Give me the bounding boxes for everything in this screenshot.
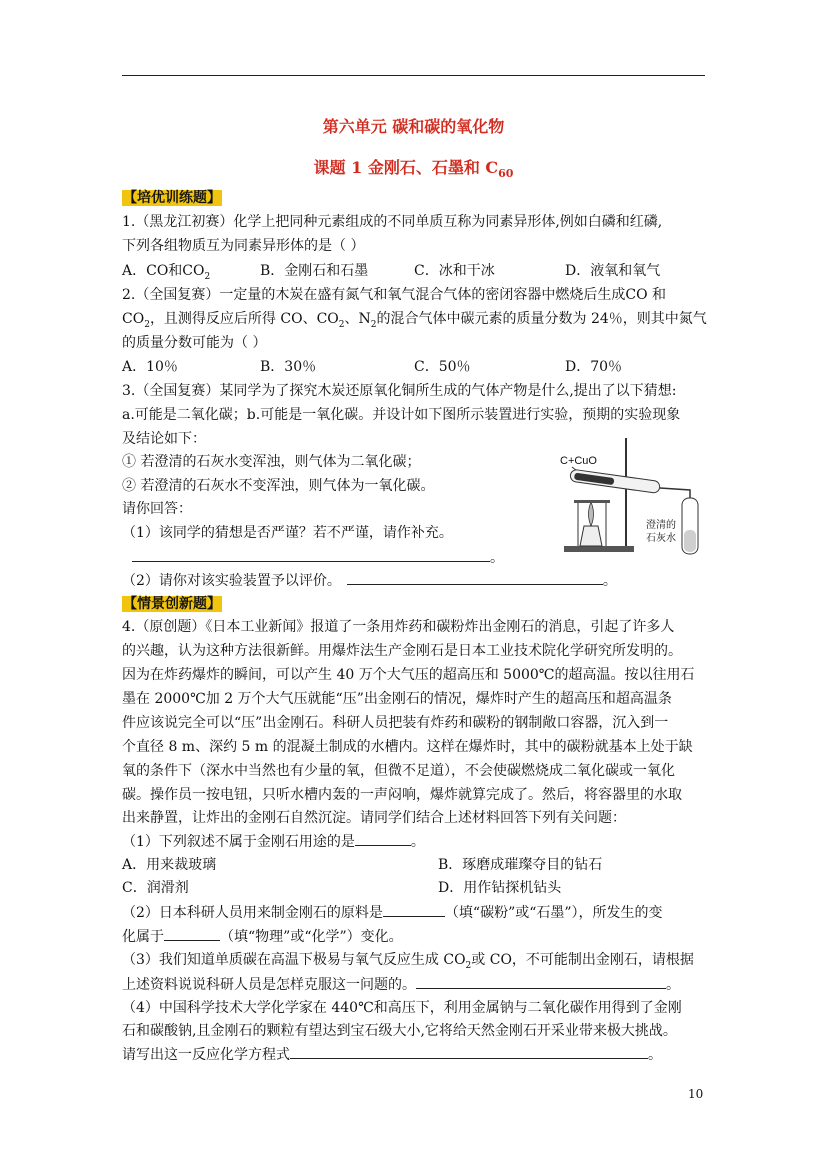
q2-option-b: B．30％ <box>260 359 317 375</box>
answer-blank[interactable] <box>383 902 445 917</box>
q1-option-c: C．冰和干冰 <box>414 263 495 279</box>
q2-line2 <box>122 309 707 335</box>
q1-line1: 1.（黑龙江初赛）化学上把同种元素组成的不同单质互称为同素异形体,例如白磷和红磷, <box>122 214 663 230</box>
q1-option-b: B．金刚石和石墨 <box>260 263 369 279</box>
q4-line3: 因为在炸药爆炸的瞬间，可以产生 40 万个大气压的超高压和 5000℃的超高温。按以往用石 <box>122 667 695 683</box>
answer-blank[interactable] <box>416 974 666 989</box>
q4-option-d: D．用作钻探机钻头 <box>438 880 562 896</box>
lesson-title <box>0 155 827 180</box>
q4-line7: 氧的条件下（深水中当然也有少量的氧，但微不足道），不会使碳燃烧成二氧化碳或一氧化 <box>122 763 675 779</box>
q4-line6: 个直径 8 m、深约 5 m 的混凝土制成的水槽内。这样在爆炸时，其中的碳粉就基本上处于缺 <box>122 739 693 755</box>
q2-line3: 的质量分数可能为（ ） <box>122 335 267 351</box>
q3-line5: ② 若澄清的石灰水不变浑浊，则气体为一氧化碳。 <box>122 478 435 494</box>
answer-blank[interactable] <box>355 831 411 846</box>
text: （填“碳粉”或“石墨”），所发生的变 <box>444 905 663 921</box>
text: 或 CO，不可能制出金刚石，请根据 <box>471 952 694 968</box>
text: 。 <box>648 1047 662 1063</box>
q2-line1: 2.（全国复赛）一定量的木炭在盛有氮气和氧气混合气体的密闭容器中燃烧后生成CO 和 <box>122 287 666 303</box>
figure-label-limewater-1: 澄清的 <box>646 520 676 531</box>
test-tube <box>570 469 661 493</box>
q4-line4: 墨在 2000℃加 2 万个大气压就能“压”出金刚石的情况，爆炸时产生的超高压和超高温条 <box>122 691 672 707</box>
lesson-title-subscript: 60 <box>498 167 514 181</box>
q2-option-a: A．10％ <box>122 359 178 375</box>
section-label: 【培优训练题】 <box>123 190 221 206</box>
alcohol-lamp <box>580 526 602 546</box>
text: （2）请你对该实验装置予以评价。 <box>122 573 341 589</box>
text: （2）日本科研人员用来制金刚石的原料是 <box>122 905 383 921</box>
answer-blank[interactable] <box>132 547 490 562</box>
subscript: 2 <box>144 319 150 330</box>
text: 。 <box>490 550 504 566</box>
text: 的混合气体中碳元素的质量分数为 24％，则其中氮气 <box>376 311 707 327</box>
text: 。 <box>602 573 617 589</box>
q4-sub3-line1 <box>122 950 694 976</box>
limewater <box>684 530 696 552</box>
text: CO <box>122 311 145 327</box>
section-heading-training <box>122 188 222 208</box>
q4-option-b: B．琢磨成璀璨夺目的钻石 <box>438 857 603 873</box>
q4-sub2-line1 <box>122 902 663 923</box>
apparatus-figure <box>550 438 710 558</box>
section-heading-scenario <box>122 594 222 614</box>
q3-line1: 3.（全国复赛）某同学为了探究木炭还原氧化铜所生成的气体产物是什么,提出了以下猜想: <box>122 383 677 399</box>
figure-label-limewater-2: 石灰水 <box>646 533 676 544</box>
q2-option-c: C．50％ <box>414 359 471 375</box>
flame <box>589 502 594 526</box>
q3-line9 <box>122 570 617 591</box>
q4-line9: 出来静置，让炸出的金刚石自然沉淀。请同学们结合上述材料回答下列有关问题： <box>122 810 626 826</box>
q3-line2: a.可能是二氧化碳；b.可能是一氧化碳。并设计如下图所示装置进行实验，预期的实验现象 <box>122 407 681 423</box>
page-number: 10 <box>688 1087 704 1101</box>
q4-sub3-line2 <box>122 974 680 995</box>
q1-option-a <box>122 261 210 287</box>
answer-blank[interactable] <box>164 926 220 941</box>
q4-sub4-line1: （4）中国科学技术大学化学家在 440℃和高压下，利用金属钠与二氧化碳作用得到了金刚 <box>122 1000 682 1016</box>
q3-line3: 及结论如下： <box>122 431 206 447</box>
q4-option-a: A．用来裁玻璃 <box>122 857 217 873</box>
subscript: 2 <box>204 271 211 282</box>
q4-line2: 的兴趣，认为这种方法很新鲜。用爆炸法生产金刚石是日本工业技术院化学研究所发明的。 <box>122 643 682 659</box>
option-text: A．CO和CO <box>122 263 205 279</box>
answer-blank[interactable] <box>290 1044 648 1059</box>
header-rule <box>122 75 705 76</box>
text: 。 <box>410 834 425 850</box>
answer-blank[interactable] <box>347 570 603 585</box>
q4-sub4-line2: 石和碳酸钠,且金刚石的颗粒有望达到宝石级大小,它将给天然金刚石开采业带来极大挑战。 <box>122 1023 677 1039</box>
text: （1）下列叙述不属于金刚石用途的是 <box>122 834 355 850</box>
text: （3）我们知道单质碳在高温下极易与氧气反应生成 CO <box>122 952 466 968</box>
q4-line8: 碳。操作员一按电钮，只听水槽内轰的一声闷响，爆炸就算完成了。然后，将容器里的水取 <box>122 787 682 803</box>
subscript: 2 <box>370 319 377 330</box>
q2-option-d: D．70％ <box>565 359 623 375</box>
q4-line1: 4.（原创题）《日本工业新闻》报道了一条用炸药和碳粉炸出金刚石的消息，引起了许多人 <box>122 619 675 635</box>
q3-line4: ① 若澄清的石灰水变浑浊，则气体为二氧化碳； <box>122 454 421 470</box>
q4-sub4-line3 <box>122 1044 662 1065</box>
q4-option-c: C．润滑剂 <box>122 880 189 896</box>
section-label: 【情景创新题】 <box>123 596 221 612</box>
text: 。 <box>666 977 680 993</box>
text: （填“物理”或“化学”）变化。 <box>220 929 403 945</box>
wire-gauze <box>574 500 610 503</box>
q1-option-d: D．液氧和氧气 <box>565 263 661 279</box>
q1-line2: 下列各组物质互为同素异形体的是（ ） <box>122 238 365 254</box>
subscript: 2 <box>465 960 472 971</box>
text: 上述资料说说科研人员是怎样克服这一问题的。 <box>122 977 416 993</box>
text: ，且测得反应后所得 CO、CO <box>149 311 339 327</box>
q3-line7: （1）该同学的猜想是否严谨？若不严谨，请作补充。 <box>122 525 453 541</box>
text: 请写出这一反应化学方程式 <box>122 1047 290 1063</box>
q4-sub2-line2 <box>122 926 403 947</box>
unit-title-text: 第六单元 碳和碳的氧化物 <box>322 117 505 136</box>
unit-title <box>0 114 827 137</box>
text: 、N <box>344 311 371 327</box>
lesson-title-text: 课题 1 金刚石、石墨和 C <box>313 158 499 177</box>
q4-sub1 <box>122 831 425 852</box>
q3-line6: 请你回答： <box>122 501 192 517</box>
q4-line5: 件应该说完全可以“压”出金刚石。科研人员把装有炸药和碳粉的钢制敞口容器，沉入到一 <box>122 715 669 731</box>
figure-label-c-cuo: C+CuO <box>560 455 597 467</box>
stand-base <box>564 546 634 552</box>
subscript: 2 <box>338 319 345 330</box>
q3-answer-line1 <box>122 547 504 568</box>
text: 化属于 <box>122 929 164 945</box>
